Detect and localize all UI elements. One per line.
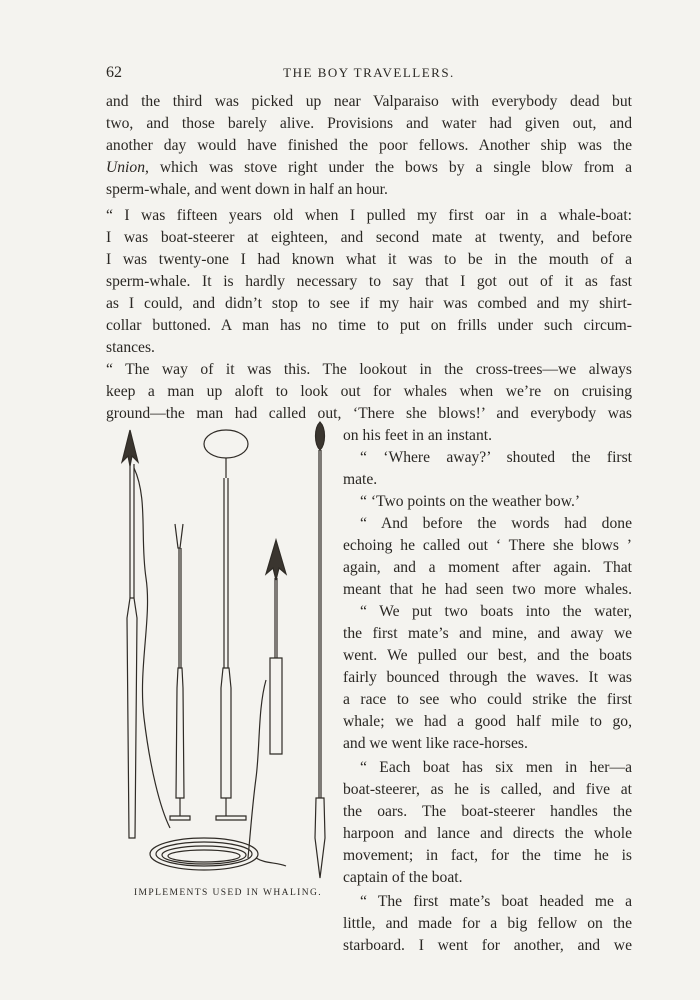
text-line: echoing he called out ‘ There she blows ’ [343, 537, 632, 554]
harpoon-icon [122, 430, 170, 838]
page-number: 62 [106, 64, 122, 81]
text-line: movement; in fact, for the time he is [343, 847, 632, 864]
text-line: the oars. The boat-steerer handles the [343, 803, 632, 820]
coiled-line-icon [150, 838, 286, 870]
figure-caption: IMPLEMENTS USED IN WHALING. [133, 888, 323, 898]
text-line-ship [106, 158, 632, 178]
text-line: mate. [343, 471, 378, 488]
text-line: starboard. I went for another, and we [343, 937, 632, 954]
text-line: on his feet in an instant. [343, 427, 492, 444]
text-line: whale; we had a good half mile to go, [343, 713, 632, 730]
ship-name: Union [106, 159, 145, 176]
text-line: “ And before the words had done [360, 515, 632, 532]
text-line: sperm-whale, and went down in half an hour. [106, 181, 388, 198]
text-line: fairly bounced through the waves. It was [343, 669, 632, 686]
toggle-iron-icon [248, 540, 286, 858]
running-title: THE BOY TRAVELLERS. [283, 65, 455, 80]
text-line: the first mate’s and mine, and away we [343, 625, 632, 642]
page-header [106, 64, 632, 86]
text-line: ground—the man had called out, ‘There she blows!’ and everybody was [106, 405, 632, 422]
text-line: and the third was picked up near Valparaiso with everybody dead but [106, 93, 632, 110]
text-line: meant that he had seen two more whales. [343, 581, 632, 598]
text-line: and we went like race-horses. [343, 735, 528, 752]
text-line: “ ‘Where away?’ shouted the first [360, 449, 632, 466]
boat-spade-icon [170, 524, 190, 820]
hand-lance-icon [315, 422, 325, 878]
text-line-rest: , which was stove right under the bows by a single blow from a [144, 159, 632, 176]
text-line: two, and those barely alive. Provisions and water had given out, and [106, 115, 632, 132]
text-line: “ I was fifteen years old when I pulled my first oar in a whale-boat: [106, 207, 632, 224]
text-line: “ The first mate’s boat headed me a [360, 893, 632, 910]
text-line: a race to see who could strike the first [343, 691, 632, 708]
text-line: “ The way of it was this. The lookout in the cross-trees—we always [106, 361, 632, 378]
text-line: another day would have finished the poor fellows. Another ship was the [106, 137, 632, 154]
text-line: captain of the boat. [343, 869, 463, 886]
text-line: harpoon and lance and directs the whole [343, 825, 632, 842]
text-line: again, and a moment after again. That [343, 559, 632, 576]
text-line: “ ‘Two points on the weather bow.’ [360, 493, 581, 510]
text-line: “ We put two boats into the water, [360, 603, 632, 620]
text-line: stances. [106, 339, 155, 356]
text-line: little, and made for a big fellow on the [343, 915, 632, 932]
text-line: I was boat-steerer at eighteen, and second mate at twenty, and before [106, 229, 632, 246]
text-line: went. We pulled our best, and the boats [343, 647, 632, 664]
lance-icon [204, 430, 248, 820]
text-line: “ Each boat has six men in her—a [360, 759, 632, 776]
text-line: as I could, and didn’t stop to see if my hair was combed and my shirt- [106, 295, 632, 312]
text-line: boat-steerer, as he is called, and five at [343, 781, 632, 798]
text-line: collar buttoned. A man has no time to put on frills under such circum- [106, 317, 632, 334]
text-line: keep a man up aloft to look out for whales when we’re on cruising [106, 383, 632, 400]
text-line: I was twenty-one I had known what it was to be in the mouth of a [106, 251, 632, 268]
text-line: sperm-whale. It is hardly necessary to say that I got out of it as fast [106, 273, 632, 290]
whaling-implements-illustration [100, 418, 340, 888]
